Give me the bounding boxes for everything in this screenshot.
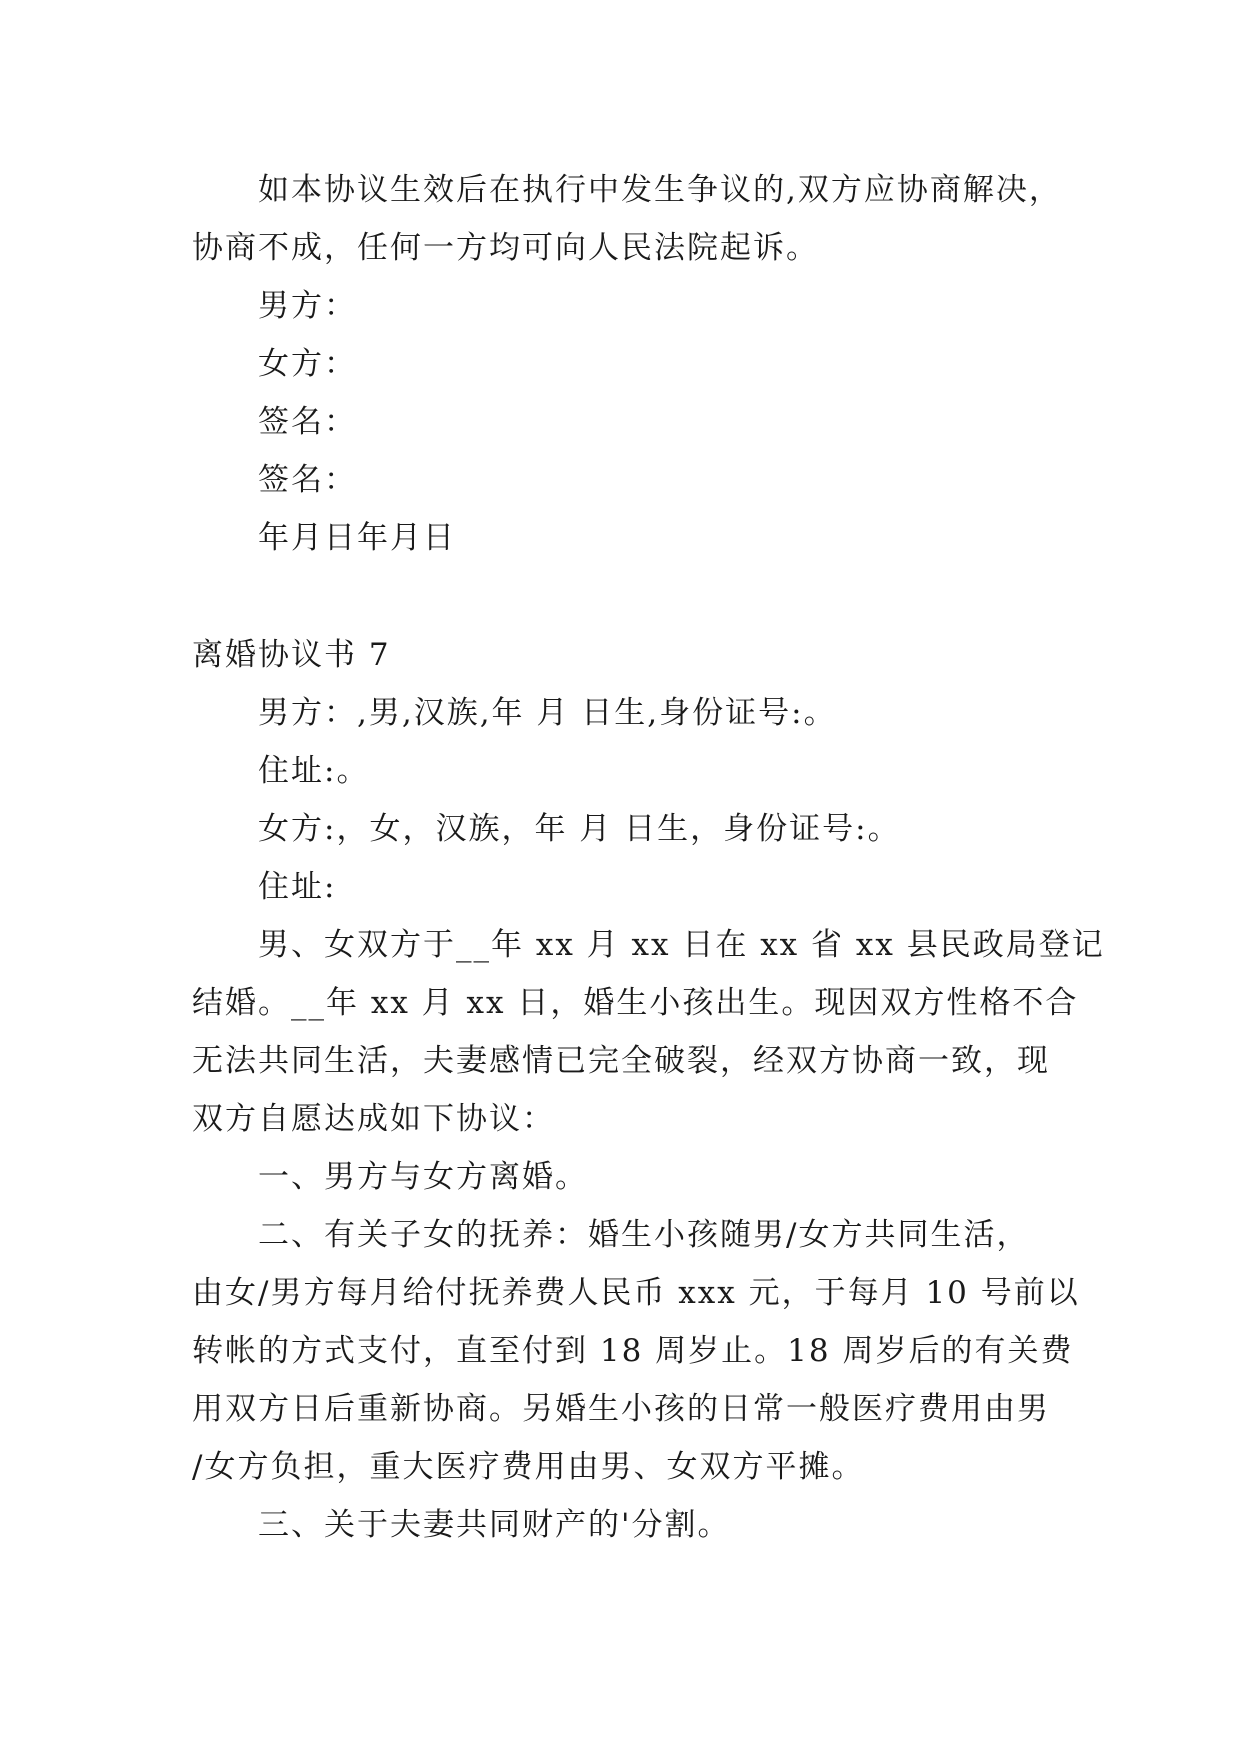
section-title: 离婚协议书 7 — [192, 637, 391, 673]
paragraph-line: 结婚。__年 xx 月 xx 日，婚生小孩出生。现因双方性格不合 — [192, 985, 1079, 1021]
paragraph-line: 转帐的方式支付，直至付到 18 周岁止。18 周岁后的有关费 — [192, 1333, 1074, 1369]
paragraph-line: 双方自愿达成如下协议： — [192, 1101, 555, 1137]
signature-label: 签名： — [258, 462, 357, 498]
date-line: 年月日年月日 — [258, 520, 456, 556]
clause-line: 一、男方与女方离婚。 — [258, 1159, 588, 1195]
paragraph-line: 如本协议生效后在执行中发生争议的,双方应协商解决， — [258, 172, 1062, 208]
male-party-label: 男方： — [258, 288, 357, 324]
paragraph-line: 无法共同生活，夫妻感情已完全破裂，经双方协商一致，现 — [192, 1043, 1050, 1079]
paragraph-line: 由女/男方每月给付抚养费人民币 xxx 元，于每月 10 号前以 — [192, 1275, 1080, 1311]
paragraph-line: 协商不成，任何一方均可向人民法院起诉。 — [192, 230, 819, 266]
paragraph-line: 用双方日后重新协商。另婚生小孩的日常一般医疗费用由男 — [192, 1391, 1050, 1427]
clause-line: 三、关于夫妻共同财产的'分割。 — [258, 1507, 731, 1543]
female-party-label: 女方： — [258, 346, 357, 382]
signature-label: 签名： — [258, 404, 357, 440]
female-party-info: 女方:，女，汉族，年 月 日生，身份证号:。 — [258, 811, 901, 847]
address-line: 住址: — [258, 869, 337, 905]
paragraph-line: 男、女双方于__年 xx 月 xx 日在 xx 省 xx 县民政局登记 — [258, 927, 1105, 963]
male-party-info: 男方：,男,汉族,年 月 日生,身份证号:。 — [258, 695, 837, 731]
address-line: 住址:。 — [258, 753, 370, 789]
paragraph-line: /女方负担，重大医疗费用由男、女双方平摊。 — [192, 1449, 865, 1485]
clause-line: 二、有关子女的抚养：婚生小孩随男/女方共同生活， — [258, 1217, 1030, 1253]
